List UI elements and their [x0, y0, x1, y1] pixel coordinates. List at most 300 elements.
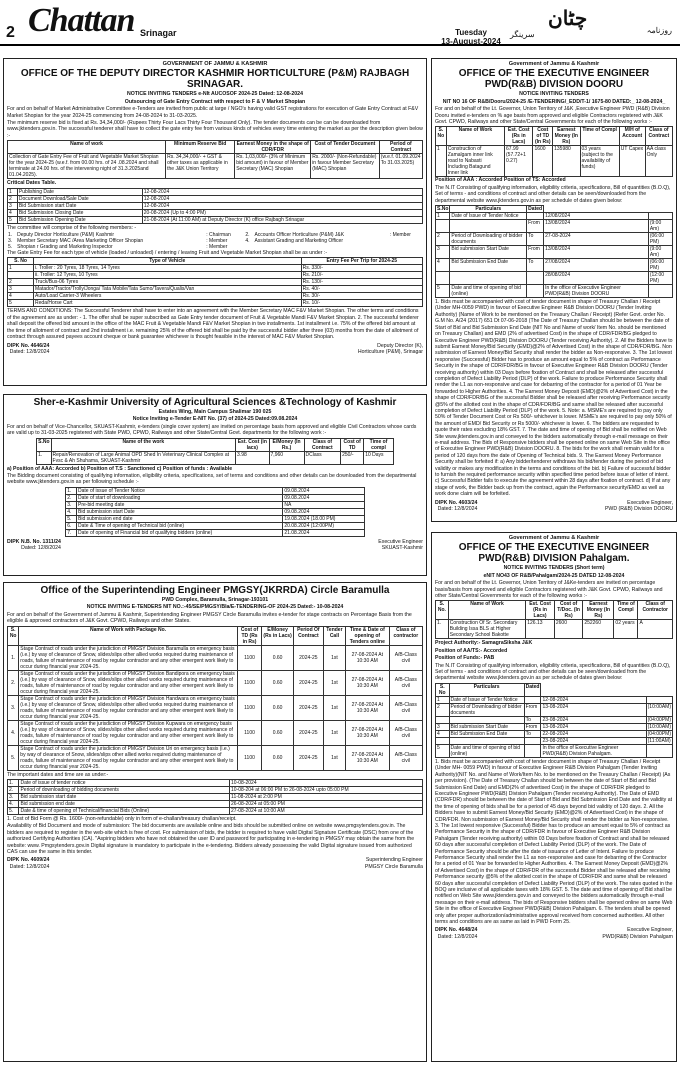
- table-cell: 1.: [8, 645, 19, 670]
- table-cell: (10:00AM): [647, 723, 671, 730]
- table-cell: 27/08/2024: [544, 259, 649, 272]
- signatory-office: PWD(R&B) Division Pahalgam: [602, 933, 673, 940]
- table-cell: Rs. 34,34,000/- + GST & other taxes as applicable in the J&K Union Territory: [166, 154, 235, 179]
- table-row: [8, 202, 423, 209]
- notice-note: 1. Cost of Bid Form @ Rs. 1600/- (non-refundable) only in form of e-challan/treasury challan/receipt.: [7, 816, 237, 823]
- fee-table: [7, 257, 423, 307]
- table-cell: 27-08-2024 At 10:30 AM: [345, 695, 389, 720]
- signatory-office: SKUAST-Kashmir: [381, 545, 423, 552]
- table-cell: 27-08-2024 At 10:30 AM: [345, 645, 389, 670]
- table-header-cell: Entry Fee Per Trip for 2024-25: [301, 258, 422, 265]
- notice-subject: Outsourcing of Gate Entry Contract with respect to F & V Market Shopian: [124, 98, 306, 105]
- table-cell: To: [524, 716, 541, 723]
- table-header-cell: Name of Work: [446, 127, 504, 146]
- table-cell: Member Secretary MAC /Area Marketing Officer Shopian: [17, 238, 144, 245]
- table-header-cell: Class of Contract: [304, 438, 341, 451]
- table-cell: Bid submission Start Date: [449, 723, 524, 730]
- table-row: [436, 737, 673, 744]
- table-header-cell: Class of Contract: [645, 127, 672, 146]
- table-cell: (10:00AM): [646, 703, 672, 716]
- table-cell: Period of downloading of bidding documents: [19, 787, 230, 794]
- table-row: [66, 487, 365, 494]
- table-row: [436, 744, 673, 757]
- table-cell: 09.08.2024: [283, 494, 364, 501]
- table-cell: : Chairman: [206, 232, 231, 239]
- table-cell: [450, 272, 527, 285]
- table-cell: 1st: [323, 720, 345, 745]
- table-cell: 13-08-2024: [541, 703, 646, 716]
- table-row: [66, 501, 365, 508]
- table-cell: 2024-25: [293, 670, 323, 695]
- table-cell: 27-08-2024 At 10:30 AM: [345, 745, 389, 770]
- table-row: [8, 216, 423, 223]
- notice-paragraph: The minimum reserve bid is fixed at Rs. 34,34,000/- (Rupees Thirty Four Lacs Thirty Four Thousand Only). The tender documents can be can be downloaded from www.jktenders.gov.in. The successful tenderer shall have to collect the gate entry fee from various kinds of vehicles every time entering the market as per the description given below :-: [7, 120, 423, 139]
- table-row: [8, 720, 423, 745]
- table-header-cell: Est. Cost (Rs in Lacs): [505, 127, 533, 146]
- dipk-number: DIPK No. 4609/24: [7, 857, 50, 864]
- table-cell: A/B-Class civil: [389, 695, 422, 720]
- table-cell: [436, 716, 450, 723]
- table-cell: NA: [283, 501, 364, 508]
- table-cell: 0.60: [262, 720, 294, 745]
- table-cell: Bid submission end date: [19, 801, 230, 808]
- table-header-row: [436, 683, 673, 696]
- office-title: OFFICE OF THE DEPUTY DIRECTOR KASHMIR HORTICULTURE (P&M) RAJBAGH SRINAGAR.: [20, 68, 410, 91]
- table-cell: A: [638, 620, 673, 639]
- table-cell: 5: [8, 300, 34, 307]
- fee-title: The Gate Entry Fee for each type of vehicle (loaded / unloaded) / entering / leaving Fruit and Vegetable Market Shopian shall be as under :-: [7, 250, 328, 257]
- table-header-cell: Earnest Money (In Rs): [553, 127, 580, 146]
- table-cell: 13/08/2024: [544, 220, 649, 233]
- notice-pwd-pahalgam: [431, 532, 677, 1062]
- paper-city: Srinagar: [140, 28, 177, 38]
- table-cell: 250/-: [341, 451, 364, 464]
- signatory-office: Horticulture (P&M), Srinagar: [357, 348, 423, 355]
- table-cell: 10-08-204 at 06:00 PM to 26-08-2024 upto 05:00 PM: [230, 787, 423, 794]
- office-address: PWD Complex, Baramulla, Srinagar-193101: [161, 597, 269, 603]
- table-cell: 4: [436, 259, 450, 272]
- gov-heading: GOVERNMENT OF JAMMU & KASHMIR: [162, 61, 268, 67]
- notice-horticulture: [3, 58, 427, 386]
- table-cell: 2.: [66, 494, 77, 501]
- table-cell: Rs. 1,03,000/- (3% of Minimum bid amount) in favour of Member Secretary (MAC) Shopian: [235, 154, 311, 179]
- masthead: [0, 0, 680, 46]
- table-cell: [646, 744, 672, 757]
- table-cell: 1100: [237, 645, 262, 670]
- committee-title: The committee will comprise of the following members: -: [7, 224, 137, 231]
- table-cell: 3.: [66, 501, 77, 508]
- table-cell: 23-08-2024: [541, 716, 646, 723]
- table-cell: 5: [8, 216, 18, 223]
- signature-block: [7, 857, 423, 870]
- table-cell: 7,960: [269, 451, 304, 464]
- table-cell: 2.: [8, 787, 19, 794]
- table-cell: (11:00AM): [647, 737, 671, 744]
- committee-table: [7, 232, 423, 250]
- table-cell: 4.: [66, 508, 77, 515]
- page-number: 2: [6, 24, 15, 41]
- table-header-row: [37, 438, 394, 451]
- notice-note: Availability of Bid Document and mode of submission: The bid documents are available online and bids should be submitted online on website www.pmgsytenders.gov.in. The bidders are required to register in the web-site which is free of cost. For submission of bids, the bidder is required to have valid Digital Signature Certificate (DSC) from one of the authorized Certifying Authorities (CA). "Aspiring bidders who have not obtained the user ID and password for participating in e-tendering in PMGSY may obtain the same from the website: www. Pmgsytenders.gov.in Digital signature is mandatory to participate in the e-tendering. Bidders already possessing the valid Digital signature issued from authorized CAS can use the same in this tender.: [7, 823, 415, 856]
- table-cell: 1: [8, 188, 18, 195]
- table-row: [37, 451, 394, 464]
- paper-logo: Chattan: [28, 2, 135, 39]
- table-cell: Stage Contract of roads under the jurisdiction of PMGSY Division Uri on emergency basis (i.e.) by way of clearance of Snow, slides/slips other allied works required during maintenance of roads, failure of maintenance of road by regular contractor and any other emergent work likely to occur during financial year 2024-25.: [19, 745, 237, 770]
- notice-paragraph: For and on behalf of the Lt. Governor, Union Territory of J&K ,Executive Engineer PWD (R&B) Division Dooru invited e-tenders on % age basis from approved and eligible Contractors registered with J&K Govt. CPWD, Railways and other State/Central Governments for each of the following works :-: [435, 106, 670, 126]
- dipk-date: Dated: 12/8/2024: [437, 933, 478, 940]
- table-header-cell: S. No: [8, 258, 34, 265]
- table-cell: 2.: [8, 670, 19, 695]
- table-cell: Bid submission Start Date: [450, 246, 527, 259]
- issue-day: Tuesday: [455, 28, 487, 37]
- dipk-number: DIPK No. 4603/24: [435, 499, 478, 506]
- table-cell: Bid Submission start Date: [17, 202, 142, 209]
- table-cell: 09.08.2024: [283, 508, 364, 515]
- office-title: OFFICE OF THE EXECUTIVE ENGINEER PWD(R&B) DIVISION DOORU: [458, 68, 650, 91]
- table-cell: : Member: [389, 232, 411, 239]
- table-cell: Auto/Load Carrier-3 Wheelers: [34, 293, 302, 300]
- table-header-cell: Earnest Money in the shape of CDR/FDR: [236, 141, 309, 154]
- table-row: [8, 286, 423, 293]
- table-cell: From: [524, 703, 541, 716]
- table-header-cell: Time of Compl: [614, 601, 638, 620]
- notice-number: NOTICE INVITING E-TENDERS NIT NO.:-45/SE/PMGSY/Bla/E-TENDERING-OF 2024-25 Dated:- 10-08-2024: [86, 604, 344, 611]
- table-cell: Date of issue of Tender Notice: [77, 487, 283, 494]
- table-row: [436, 259, 673, 272]
- table-header-cell: Cost of Tender Document: [311, 141, 380, 154]
- table-cell: [524, 737, 541, 744]
- table-cell: 1st: [323, 695, 345, 720]
- table-cell: 1100: [237, 670, 262, 695]
- table-cell: Stage Contract of roads under the jurisdiction of PMGSY Division Bandipora on emergency basis (i.e.) by way of clearance of Snow, slides/slips other allied works required during maintenance of roads, failure of maintenance of road by regular contractor and any other emergent work likely to occur during financial year 2024-25.: [19, 670, 237, 695]
- table-cell: Date of Issue of Tender Notice: [449, 696, 524, 703]
- table-cell: 2.: [245, 232, 250, 239]
- table-row: [436, 703, 673, 716]
- table-cell: 28/08/2024: [544, 272, 649, 285]
- table-header-cell: Particulars: [450, 206, 527, 213]
- table-header-cell: Class of Contractor: [638, 601, 673, 620]
- table-cell: 1st: [323, 645, 345, 670]
- table-cell: 3: [436, 246, 450, 259]
- table-cell: 13/08/2024: [544, 246, 649, 259]
- notice-paragraph: For and on behalf of Vice-Chancellor, SKUAST-Kashmir, e-tenders (single cover system) are invited on percentage basis from approved and eligible Civil Contractors whose cards are valid up to 31-03-2025 registered with State PWD, CPWD, Railways and other State/Central Govt. departments for the following work :-: [7, 423, 417, 437]
- table-cell: [524, 744, 541, 757]
- table-cell: ii. Troller: 12 Tyres, 10 Tyres: [34, 272, 302, 279]
- table-cell: Reda/Horse Cart: [34, 300, 302, 307]
- notice-paragraph: For and on behalf of the Government of Jammu & Kashmir, Superintending Engineer PMGSY Circle Baramulla invites e-tender for stage contracts on Percentage Basis from the eligible & approved contractors of J&K Govt. CPWD, Railways and other States.: [7, 611, 412, 625]
- table-row: [66, 522, 365, 529]
- table-cell: Bid submission start date: [19, 794, 230, 801]
- table-cell: 13-08-2024: [541, 723, 646, 730]
- table-cell: 2600: [554, 620, 582, 639]
- table-header-row: [436, 127, 673, 146]
- table-cell: 20-08-2024 (Up to 4:00 PM): [142, 209, 422, 216]
- dipk-date: Dated: 12/8/2024: [21, 545, 61, 552]
- table-cell: 6.: [66, 522, 77, 529]
- table-cell: 252260: [583, 620, 614, 639]
- table-header-cell: S.No: [37, 438, 51, 451]
- table-row: [8, 279, 423, 286]
- table-cell: Rs. 10/-: [301, 300, 422, 307]
- table-cell: (12:00 PM): [648, 272, 672, 285]
- dipk-number: DIPK No. 4646/24: [7, 342, 50, 349]
- table-header-row: [8, 141, 423, 154]
- gov-heading: Government of Jammu & Kashmir: [508, 535, 600, 541]
- table-cell: 2: [436, 703, 450, 716]
- table-row: [8, 645, 423, 670]
- table-cell: 12-08-2024: [142, 195, 422, 202]
- notice-paragraph: For and on behalf of Market Administrative Committee e-Tenders are invited from public at large / NGO's having valid GST registrations for execution of Gate Entry Contract at F&V Market Shopian for the year 2024-25 commencing from 24-08-2024 to 31-03-2025.: [7, 106, 419, 119]
- table-header-cell: Dated: [528, 206, 543, 213]
- table-cell: 1: [8, 265, 34, 272]
- table-cell: Date of opening of Financial bid of qualifying bidders (online): [77, 529, 283, 536]
- table-cell: 3.: [8, 238, 13, 245]
- table-row: [436, 213, 673, 220]
- table-cell: 135980: [553, 146, 580, 177]
- position-line: Position of AAA : Accorded Position of TS: Accorded: [435, 177, 566, 184]
- table-cell: 2024-25: [293, 645, 323, 670]
- table-cell: Truck/Bus-06 Tyres: [34, 279, 302, 286]
- table-header-cell: Est. Cost (in lacs): [236, 438, 269, 451]
- table-header-cell: Name of work: [8, 141, 166, 154]
- table-row: [8, 745, 423, 770]
- table-cell: [436, 272, 450, 285]
- table-header-row: [8, 258, 423, 265]
- table-cell: Rs. 130/-: [301, 279, 422, 286]
- table-header-cell: Period of Contract: [379, 141, 422, 154]
- table-header-cell: S. No: [8, 626, 19, 645]
- table-cell: [449, 716, 524, 723]
- dipk-date: Dated: 12/8/2024: [9, 863, 50, 870]
- table-cell: 19.08.2024 (18.00 PM): [283, 515, 364, 522]
- table-header-cell: Class of contractor: [389, 626, 422, 645]
- table-cell: 7.: [66, 529, 77, 536]
- table-row: [8, 787, 423, 794]
- table-cell: 3.: [8, 794, 19, 801]
- table-cell: 12-08-2024: [142, 202, 422, 209]
- table-cell: Period of Downloading of bidder documents: [450, 233, 527, 246]
- table-cell: 03 years (subject to the availability of funds): [580, 146, 619, 177]
- table-cell: Date of start of downloading: [77, 494, 283, 501]
- table-cell: 2024-25: [293, 745, 323, 770]
- table-cell: A/B-Class civil: [389, 720, 422, 745]
- table-header-row: [8, 626, 423, 645]
- table-cell: 1: [436, 213, 450, 220]
- table-row: [8, 154, 423, 179]
- table-row: [436, 233, 673, 246]
- signature-block: [435, 500, 673, 513]
- table-cell: 1st: [323, 745, 345, 770]
- table-row: [8, 209, 423, 216]
- table-cell: Date & Time of opening of Technical bid (online): [77, 522, 283, 529]
- urdu-city: سرینگر: [510, 30, 535, 39]
- table-cell: [450, 220, 527, 233]
- work-table: [36, 438, 394, 465]
- table-cell: [436, 737, 450, 744]
- notice-skuast: [3, 394, 427, 576]
- table-header-cell: M/H of Account: [619, 127, 645, 146]
- table-cell: : Member: [206, 238, 228, 245]
- table-cell: [527, 213, 544, 220]
- table-header-cell: Cost of TD (Rs in Rs): [237, 626, 262, 645]
- table-row: [8, 265, 423, 272]
- signatory-office: PWD (R&B) Division DOORU: [604, 506, 673, 513]
- work-table: [435, 126, 673, 177]
- table-cell: AA class Only: [645, 146, 672, 177]
- table-cell: 0.60: [262, 670, 294, 695]
- table-cell: 4.: [8, 720, 19, 745]
- table-cell: [8, 272, 34, 279]
- table-row: [8, 794, 423, 801]
- table-cell: 20.08.2024 (12:00PM): [283, 522, 364, 529]
- table-cell: 27-08-2024 at 10:00 AM: [230, 808, 423, 815]
- position-aa: Position of AA/TS:- Accorded: [435, 647, 508, 654]
- notice-paragraph: The N.IT Consisting of qualifying information, eligibility criteria, specifications, Bill of quantities (B.O.Q), Set of terms - and conditions of contract and other details can be seen/downloaded from the departmental website www.jktenders.gov.in as per schedule of dates given below:: [435, 184, 671, 204]
- position-funds: Position of Funds:- PAB: [435, 655, 495, 662]
- table-cell: Deputy Director Horticulture (P&M) Kashmir: [17, 232, 115, 239]
- table-cell: From: [527, 246, 544, 259]
- table-cell: (06:00 PM): [648, 233, 672, 246]
- office-title: Sher-e-Kashmir University of Agricultural Sciences &Technology of Kashmir: [33, 397, 397, 408]
- dipk-number: DIPK N.B. No. 1311/24: [7, 538, 61, 545]
- table-header-cell: Minimum Reserve Bid: [166, 141, 235, 154]
- table-cell: 5: [436, 744, 450, 757]
- table-header-cell: Time & Date of opening of Tenders online: [345, 626, 389, 645]
- table-cell: 1100: [237, 695, 262, 720]
- table-row: [8, 808, 423, 815]
- table-cell: (06:00 PM): [648, 259, 672, 272]
- table-header-cell: Cost of TD: [341, 438, 364, 451]
- table-cell: 1: [436, 696, 450, 703]
- table-cell: 5.: [8, 808, 19, 815]
- table-cell: : Member: [206, 244, 228, 251]
- table-cell: In the office of Executive Engineer PWD(R&B) Division Pahalgam.: [541, 744, 646, 757]
- table-cell: 2: [436, 233, 450, 246]
- table-row: [8, 695, 423, 720]
- project-authority: Project Authority:- SamagraSiksha J&K: [435, 640, 533, 647]
- table-cell: 26-08-2024 at 05:00 PM: [230, 801, 423, 808]
- table-cell: A/B-Class civil: [389, 645, 422, 670]
- table-cell: From: [524, 723, 541, 730]
- table-cell: 27-08-2024 At 10:30 AM: [345, 720, 389, 745]
- signature-block: [7, 539, 423, 552]
- table-cell: 5: [436, 285, 450, 298]
- table-cell: DClass: [304, 451, 341, 464]
- work-table: [435, 600, 673, 639]
- table-cell: To: [527, 233, 544, 246]
- notice-number: NOTICE INVITING TENDERS: [519, 91, 589, 98]
- table-cell: Bid submission end date: [77, 515, 283, 522]
- table-header-cell: Time of Compl: [580, 127, 619, 146]
- table-cell: 10 Days: [364, 451, 394, 464]
- table-cell: 1.: [66, 487, 77, 494]
- table-cell: Rs. 40/-: [301, 286, 422, 293]
- signatory: Deputy Director (K),: [377, 342, 423, 349]
- table-row: [66, 494, 365, 501]
- schedule-table: [435, 683, 673, 758]
- table-header-cell: Dated: [524, 683, 541, 696]
- table-cell: 10-08-2024: [230, 780, 423, 787]
- table-cell: Construction Of Sr. Secondary Building Issa BLS at Higher Secondary School Bakotte: [448, 620, 525, 639]
- table-row: [8, 272, 423, 279]
- table-cell: 1.: [8, 232, 13, 239]
- critical-dates-table: [7, 188, 423, 224]
- table-cell: [527, 272, 544, 285]
- table-cell: 4: [8, 293, 34, 300]
- table-row: [436, 696, 673, 703]
- nit-number: eNIT NO43 OF R&B/Pahalgam/2024-25 DATED 12-08-2024: [483, 572, 625, 579]
- table-cell: [449, 737, 524, 744]
- table-cell: 2: [8, 279, 34, 286]
- table-cell: 1st: [323, 670, 345, 695]
- table-cell: (04:00PM): [647, 730, 671, 737]
- table-row: [8, 780, 423, 787]
- urdu-label: روزنامہ: [646, 26, 672, 35]
- nit-number: NIT NO 16 OF R&B/Dooru/2024-25 /E-TENDERING/_EDD/T-1/ 1675-80 DATED:_ 12-08-2024_: [442, 98, 666, 105]
- urdu-logo: چٹان: [548, 6, 588, 30]
- table-cell: 27-08-2024 At 10:30 AM: [345, 670, 389, 695]
- table-cell: Shopian r Grading and Marketing Inspector: [17, 244, 113, 251]
- notice-number: NOTICE INVITING TENDERS e-NIt AUCOSOF 2024-25 Dated: 12-08-2024: [127, 91, 303, 98]
- table-cell: A/B-Class civil: [389, 670, 422, 695]
- table-cell: [436, 220, 450, 233]
- table-row: [8, 670, 423, 695]
- table-cell: (w.e.f. 01.09.2024 To 31.03.2025): [379, 154, 422, 179]
- table-cell: Rs. 330/-: [301, 265, 422, 272]
- table-cell: 11-08-2024 at 2:00 PM: [230, 794, 423, 801]
- table-header-cell: Earnest Money (In Rs): [583, 601, 614, 620]
- table-cell: Publishing Date: [17, 188, 142, 195]
- signatory-office: PMGSY Circle Baramulla: [364, 863, 423, 870]
- table-row: [8, 300, 423, 307]
- schedule-table: [7, 779, 423, 815]
- table-header-cell: Tender Call: [323, 626, 345, 645]
- table-cell: 5.: [66, 515, 77, 522]
- table-row: [436, 220, 673, 233]
- work-table: [7, 140, 423, 179]
- table-row: [436, 716, 673, 723]
- notice-paragraph: For and on behalf of the Lt. Governor, Union Territory of J&Ke-tenders are invited on percentage basis/basis from approved and eligible Contractors registered with J&K Govt. CPWD, Railways and other State/Central Governments for each of the following works :-: [435, 580, 663, 600]
- table-header-cell: S. No: [436, 127, 447, 146]
- table-cell: To: [527, 259, 544, 272]
- table-cell: Bid Submission Closing Date: [17, 209, 142, 216]
- notice-number: Notice Inviting e-Tender E-NIT No. (37) of 2024-25 Dated:09.08.2024: [132, 416, 298, 423]
- table-cell: 12-08-2024: [541, 696, 646, 703]
- table-cell: 09.08.2024: [283, 487, 364, 494]
- table-header-cell: Type of Vehicle: [34, 258, 302, 265]
- notice-number: NOTICE INVITING TENDERS (Short term): [503, 565, 605, 572]
- table-cell: i. Troller : 20 Tyres, 18 Tyres, 14 Tyres: [34, 265, 302, 272]
- table-cell: 3.98: [236, 451, 269, 464]
- table-header-cell: Particulars: [449, 683, 524, 696]
- table-cell: 1.: [436, 620, 449, 639]
- table-cell: Rs. 30/-: [301, 293, 422, 300]
- table-cell: 0.60: [262, 745, 294, 770]
- schedule-table: [65, 487, 365, 537]
- table-cell: Document Download/Sale Date: [17, 195, 142, 202]
- office-address: Estates Wing, Main Campus Shalimar 190 025: [158, 409, 272, 415]
- table-cell: 3.: [8, 695, 19, 720]
- issue-date-value: 13-August-2024: [441, 37, 501, 46]
- table-cell: 21-08-2024 (At 11:00 AM) at Deputy Director (K) office Rajbagh Srinagar: [142, 216, 422, 223]
- notice-paragraph: The Bidding document consisting of qualifying information, eligibility criteria, specifications, set of terms and conditions and other details can be downloaded from the departmental website www.jktenders.gov.in as per following schedule :-: [7, 473, 417, 486]
- table-row: [66, 515, 365, 522]
- table-cell: 1100: [237, 720, 262, 745]
- table-header-cell: S.No: [437, 206, 449, 213]
- table-cell: Repair/Renovation of Large Animal OPD Shed In Veterinary Clinical Complex at Fvsc & Ah Shuhama, SKUAST-Kashmir: [51, 451, 236, 464]
- table-header-cell: Time of compl: [364, 438, 394, 451]
- notice-pmgsy: [3, 582, 427, 1062]
